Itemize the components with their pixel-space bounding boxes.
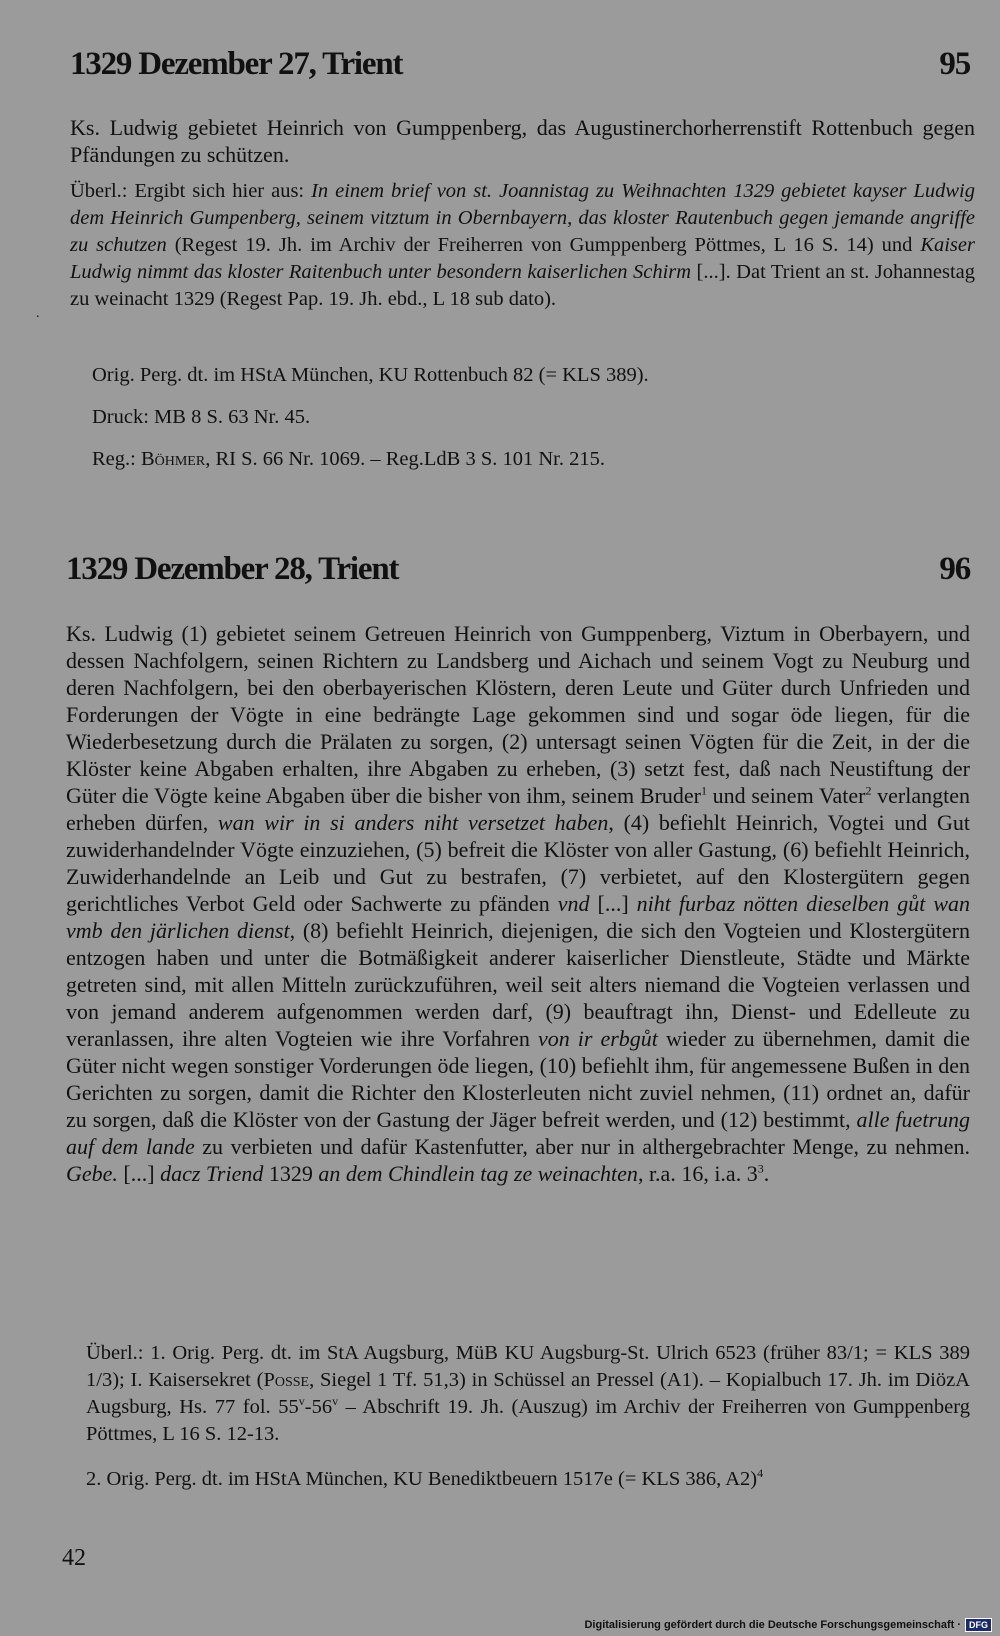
entry-95-druck: Druck: MB 8 S. 63 Nr. 45. xyxy=(92,406,311,428)
entry-95-header xyxy=(70,46,970,83)
entry-95-summary: Ks. Ludwig gebietet Heinrich von Gumppenberg, das Augustinerchorherrenstift Rottenbuch gegen Pfändungen zu schützen. xyxy=(70,115,975,167)
entry-95-date: 1329 Dezember 27, Trient xyxy=(70,46,403,82)
entry-95-number: 95 xyxy=(939,46,970,82)
dfg-credit xyxy=(584,1618,992,1632)
dfg-credit-text: Digitalisierung gefördert durch die Deutsche Forschungsgemeinschaft · xyxy=(584,1619,961,1631)
entry-95-ueberlieferung: Überl.: Ergibt sich hier aus: In einem brief von st. Joannistag zu Weihnachten 1329 gebietet kayser Ludwig dem Heinrich Gumpenberg, seinem vitztum in Obernbayern, das kloster Rautenbuch gegen jemande angriffe zu schutzen (Regest 19. Jh. im Archiv der Freiherren von Gumppenberg Pöttmes, L 16 S. 14) und Kaiser Ludwig nimmt das kloster Raitenbuch unter besondern kaiserlichen Schirm [...]. Dat Trient an st. Johannestag zu weinacht 1329 (Regest Pap. 19. Jh. ebd., L 18 sub dato). xyxy=(70,180,975,310)
dfg-logo-icon: DFG xyxy=(965,1618,992,1632)
entry-96-date: 1329 Dezember 28, Trient xyxy=(66,551,399,587)
page-number: 42 xyxy=(62,1545,86,1571)
entry-96-ueberlieferung: Überl.: 1. Orig. Perg. dt. im StA Augsburg, MüB KU Augsburg-St. Ulrich 6523 (früher 83/1; = KLS 389 1/3); I. Kaisersekret (Posse, Siegel 1 Tf. 51,3) in Schüssel an Pressel (A1). – Kopialbuch 17. Jh. im DiözA Augsburg, Hs. 77 fol. 55$^v$-56$^v$ – Abschrift 19. Jh. (Auszug) im Archiv der Freiherren von Gumppenberg Pöttmes, L 16 S. 12-13. xyxy=(86,1342,971,1445)
entry-95-orig: Orig. Perg. dt. im HStA München, KU Rottenbuch 82 (= KLS 389). xyxy=(92,364,649,386)
entry-96-summary: Ks. Ludwig (1) gebietet seinem Getreuen Heinrich von Gumppenberg, Viztum in Oberbayern, und dessen Nachfolgern, seinen Richtern zu Landsberg und Aichach und seinem Vogt zu Neuburg und deren Nachfolgern, bei den oberbayerischen Klöstern, deren Leute und Güter durch Unfrieden und Forderungen der Vögte in eine bedrängte Lage gekommen sind und sogar öde liegen, für die Wiederbesetzung durch die Prälaten zu sorgen, (2) untersagt seinen Vögten für die Zeit, in der die Klöster keine Abgaben erhalten, ihre Abgaben zu erheben, (3) setzt fest, daß nach Neustiftung der Güter die Vögte keine Abgaben über die bisher von ihm, seinem Bruder$^1$ und seinem Vater$^2$ verlangten erheben dürfen, wan wir in si anders niht versetzet haben, (4) befiehlt Heinrich, Vogtei und Gut zuwiderhandelnder Vögte einzuziehen, (5) befreit die Klöster von aller Gastung, (6) befiehlt Heinrich, Zuwiderhandelnde an Leib und Gut zu bestrafen, (7) verbietet, auf den Klostergütern gegen gerichtliches Verbot Geld oder Sachwerte zu pfänden vnd [...] niht furbaz nötten dieselben gůt wan vmb den järlichen dienst, (8) befiehlt Heinrich, diejenigen, die sich den Vogteien und Klostergütern entzogen haben und unter die Botmäßigkeit anderer kaiserlicher Dienstleute, Städte und Märkte getreten sind, mit allen Mitteln zurückzuführen, weil seit alters niemand die Vogteien verlassen und von jemand anderem aufgenommen werden darf, (9) beauftragt ihn, Dienst- und Edelleute zu veranlassen, ihre alten Vogteien wie ihre Vorfahren von ir erbgůt wieder zu übernehmen, damit die Güter nicht wegen sonstiger Vorderungen öde liegen, (10) befiehlt ihm, für angemessene Bußen in den Gerichten zu sorgen, damit die Richter den Klosterleuten nicht zuviel nehmen, (11) ordnet an, dafür zu sorgen, daß die Klöster von der Gastung der Jäger befreit werden, und (12) bestimmt, alle fuetrung auf dem lande zu verbieten und dafür Kastenfutter, aber nur in althergebrachter Menge, zu nehmen. Gebe. [...] dacz Triend 1329 an dem Chindlein tag ze weinachten, r.a. 16, i.a. $3^3$. xyxy=(66,621,970,1186)
entry-95-regest: Reg.: Böhmer, RI S. 66 Nr. 1069. – Reg.LdB 3 S. 101 Nr. 215. xyxy=(92,448,605,470)
entry-96-orig-2: 2. Orig. Perg. dt. im HStA München, KU Benediktbeuern 1517e (= KLS 386, A2)$^4$ xyxy=(86,1466,764,1490)
entry-96-number: 96 xyxy=(939,551,970,587)
entry-96-header xyxy=(66,551,970,588)
margin-mark: . xyxy=(36,306,40,321)
